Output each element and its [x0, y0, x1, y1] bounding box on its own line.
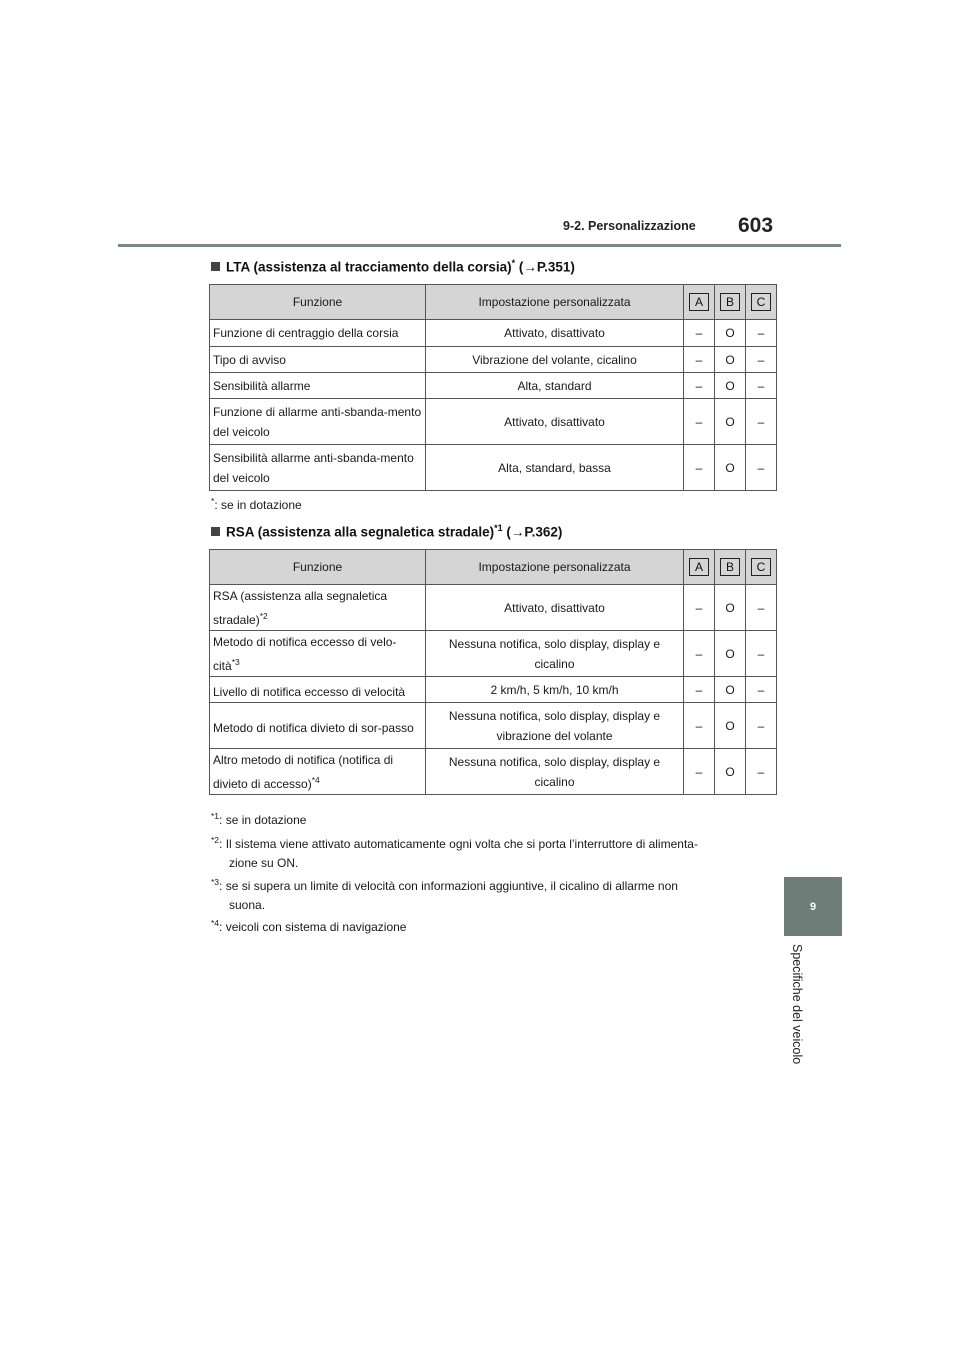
cell-impostazione: Vibrazione del volante, cicalino — [426, 347, 684, 373]
cell-a: – — [684, 703, 715, 749]
cell-c: – — [746, 749, 777, 795]
chapter-label: Specifiche del veicolo — [790, 944, 804, 1065]
header-b: B — [715, 550, 746, 585]
cell-b: O — [715, 347, 746, 373]
table-row — [210, 585, 777, 631]
cell-a: – — [684, 373, 715, 399]
cell-a: – — [684, 445, 715, 491]
cell-a: – — [684, 631, 715, 677]
header-a: A — [684, 550, 715, 585]
cell-c: – — [746, 373, 777, 399]
cell-b: O — [715, 703, 746, 749]
cell-a: – — [684, 749, 715, 795]
header-c: C — [746, 285, 777, 320]
cell-impostazione: Attivato, disattivato — [426, 399, 684, 445]
cell-c: – — [746, 631, 777, 677]
cell-funzione: Funzione di centraggio della corsia — [210, 320, 426, 347]
cell-funzione: Sensibilità allarme anti-sbanda-mento del veicolo — [210, 445, 426, 491]
header-a: A — [684, 285, 715, 320]
rsa-footnote-4: $^{*4}$: veicoli con sistema di navigazione — [211, 918, 407, 934]
cell-a: – — [684, 320, 715, 347]
cell-impostazione: Nessuna notifica, solo display, display e vibrazione del volante — [426, 703, 684, 749]
bullet-square-icon — [211, 262, 220, 271]
cell-funzione: Livello di notifica eccesso di velocità — [210, 677, 426, 703]
header-impostazione: Impostazione personalizzata — [426, 285, 684, 320]
rsa-page-reference[interactable]: P.362) — [524, 524, 563, 540]
cell-b: O — [715, 631, 746, 677]
cell-funzione: Altro metodo di notifica (notifica di divieto di accesso)$^{*4}$ — [210, 749, 426, 795]
table-header-row — [210, 550, 777, 585]
table-row — [210, 445, 777, 491]
header-rule — [118, 244, 841, 247]
cell-b: O — [715, 445, 746, 491]
cell-b: O — [715, 373, 746, 399]
table-row — [210, 631, 777, 677]
rsa-title: RSA (assistenza alla segnaletica stradale)$^{*1}$ (→P.362) — [211, 523, 562, 540]
cell-c: – — [746, 677, 777, 703]
cell-a: – — [684, 585, 715, 631]
arrow-right-icon: → — [510, 524, 525, 540]
cell-c: – — [746, 347, 777, 373]
cell-impostazione: Alta, standard, bassa — [426, 445, 684, 491]
header-impostazione: Impostazione personalizzata — [426, 550, 684, 585]
table-header-row — [210, 285, 777, 320]
cell-funzione: Metodo di notifica divieto di sor-passo — [210, 703, 426, 749]
cell-a: – — [684, 399, 715, 445]
cell-c: – — [746, 585, 777, 631]
table-row — [210, 347, 777, 373]
table-row — [210, 749, 777, 795]
table-row — [210, 677, 777, 703]
cell-funzione: Tipo di avviso — [210, 347, 426, 373]
page-number: 603 — [738, 214, 774, 237]
cell-impostazione: Nessuna notifica, solo display, display e cicalino — [426, 749, 684, 795]
cell-impostazione: 2 km/h, 5 km/h, 10 km/h — [426, 677, 684, 703]
cell-a: – — [684, 347, 715, 373]
table-row — [210, 320, 777, 347]
cell-c: – — [746, 445, 777, 491]
lta-title: LTA (assistenza al tracciamento della corsia)* (→P.351) — [211, 258, 575, 275]
cell-funzione: RSA (assistenza alla segnaletica stradale)$^{*2}$ — [210, 585, 426, 631]
table-row — [210, 703, 777, 749]
chapter-tab: 9 — [784, 877, 842, 936]
cell-a: – — [684, 677, 715, 703]
arrow-right-icon: → — [523, 259, 537, 275]
header-funzione: Funzione — [210, 550, 426, 585]
table-row — [210, 399, 777, 445]
header-c: C — [746, 550, 777, 585]
cell-funzione: Funzione di allarme anti-sbanda-mento del veicolo — [210, 399, 426, 445]
cell-c: – — [746, 399, 777, 445]
section-heading: 9-2. Personalizzazione — [563, 219, 696, 233]
cell-b: O — [715, 585, 746, 631]
cell-b: O — [715, 399, 746, 445]
lta-footnote: *: se in dotazione — [211, 496, 302, 512]
rsa-footnote-3: $^{*3}$: se si supera un limite di velocità con informazioni aggiuntive, il cicalino di allarme non suona. — [211, 877, 678, 912]
rsa-footnote-1: $^{*1}$: se in dotazione — [211, 811, 307, 827]
header-b: B — [715, 285, 746, 320]
table-row — [210, 373, 777, 399]
cell-b: O — [715, 320, 746, 347]
cell-impostazione: Alta, standard — [426, 373, 684, 399]
cell-funzione: Metodo di notifica eccesso di velo-cità$^{*3}$ — [210, 631, 426, 677]
cell-impostazione: Nessuna notifica, solo display, display e cicalino — [426, 631, 684, 677]
cell-b: O — [715, 749, 746, 795]
bullet-square-icon — [211, 527, 220, 536]
cell-c: – — [746, 320, 777, 347]
cell-b: O — [715, 677, 746, 703]
lta-page-reference[interactable]: P.351) — [536, 259, 575, 275]
cell-funzione: Sensibilità allarme — [210, 373, 426, 399]
lta-table — [209, 284, 777, 491]
cell-c: – — [746, 703, 777, 749]
header-funzione: Funzione — [210, 285, 426, 320]
cell-impostazione: Attivato, disattivato — [426, 320, 684, 347]
cell-impostazione: Attivato, disattivato — [426, 585, 684, 631]
rsa-table — [209, 549, 777, 795]
rsa-footnote-2: $^{*2}$: Il sistema viene attivato automaticamente ogni volta che si porta l’interruttore di alimenta- zione su ON. — [211, 835, 698, 870]
